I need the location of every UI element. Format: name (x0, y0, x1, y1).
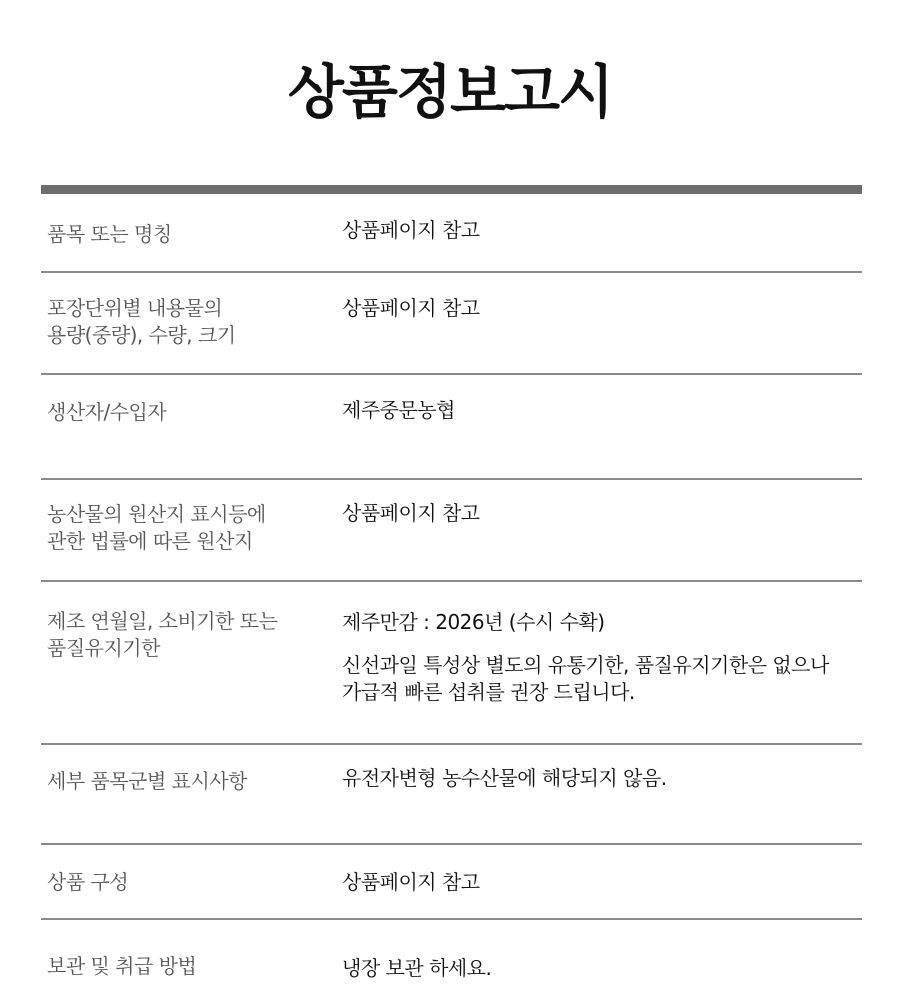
row-label: 생산자/수입자 (47, 400, 167, 424)
value-text: 상품페이지 참고 (342, 218, 480, 242)
row-value (342, 765, 852, 792)
row-value (342, 500, 852, 527)
row-value (342, 295, 852, 322)
row-label: 보관 및 취급 방법 (47, 954, 197, 978)
value-text: 상품페이지 참고 (342, 296, 480, 320)
row-label: 품목 또는 명칭 (47, 222, 172, 246)
table-row (41, 582, 862, 745)
table-row (41, 845, 862, 920)
table-row (41, 194, 862, 273)
table-row (41, 920, 862, 1004)
value-text: 냉장 보관 하세요. (342, 956, 492, 980)
row-label: 세부 품목군별 표시사항 (47, 769, 247, 793)
row-value (342, 955, 852, 982)
row-label: 제조 연월일, 소비기한 또는 품질유지기한 (47, 609, 278, 660)
value-text: 신선과일 특성상 별도의 유통기한, 품질유지기한은 없으나 가급적 빠른 섭취를 권장 드립니다. (342, 653, 829, 704)
table-row (41, 273, 862, 375)
row-label: 포장단위별 내용물의 용량(중량), 수량, 크기 (47, 296, 236, 347)
value-text: 제주중문농협 (342, 398, 455, 422)
product-info-table (41, 194, 862, 1004)
value-text: 상품페이지 참고 (342, 501, 480, 525)
row-value (342, 397, 852, 424)
row-value (342, 869, 852, 896)
table-row (41, 480, 862, 582)
page-title: 상품정보고시 (287, 58, 613, 126)
value-text: 유전자변형 농수산물에 해당되지 않음. (342, 766, 667, 790)
row-value (342, 217, 852, 244)
row-value (342, 609, 852, 706)
value-text: 제주만감 : 2026년 (수시 수확) (342, 610, 605, 634)
value-text: 상품페이지 참고 (342, 870, 480, 894)
row-label: 상품 구성 (47, 870, 129, 894)
row-label: 농산물의 원산지 표시등에 관한 법률에 따른 원산지 (47, 502, 266, 553)
table-row (41, 375, 862, 480)
top-divider (41, 185, 862, 194)
table-row (41, 745, 862, 845)
